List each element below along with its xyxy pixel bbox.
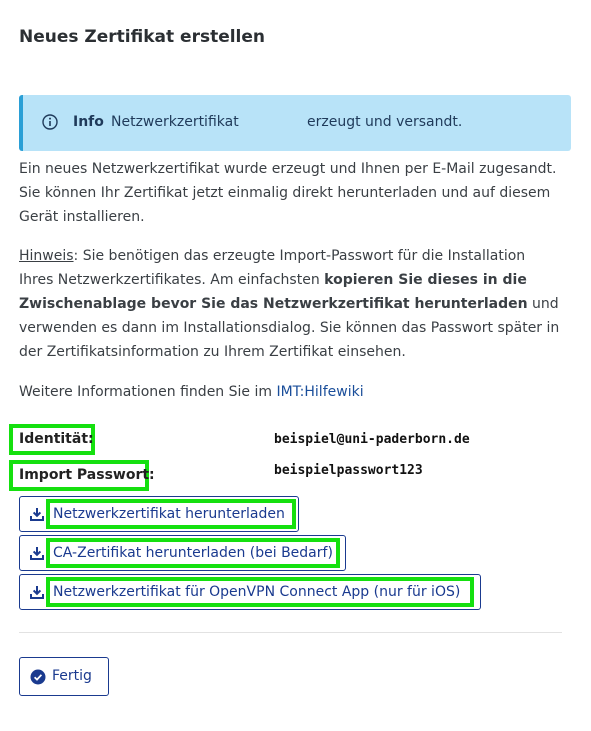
download-network-certificate-button[interactable] — [19, 496, 299, 532]
hint-line: Zwischenablage bevor Sie das Netzwerkzertifikat herunterladen und — [19, 296, 559, 312]
download-icon — [30, 585, 44, 599]
download-ca-certificate-button[interactable] — [19, 535, 346, 571]
intro-line: Gerät installieren. — [19, 209, 145, 225]
alert-label: Info — [73, 114, 104, 130]
hint-line: der Zertifikatsinformation zu Ihrem Zertifikat einsehen. — [19, 344, 406, 360]
divider — [19, 632, 562, 633]
intro-paragraph — [19, 157, 567, 229]
hint-paragraph — [19, 244, 567, 364]
intro-line: Ein neues Netzwerkzertifikat wurde erzeugt und Ihnen per E-Mail zugesandt. — [19, 161, 557, 177]
identity-label: Identität: — [19, 431, 94, 447]
download-openvpn-label: Netzwerkzertifikat für OpenVPN Connect App (nur für iOS) — [46, 577, 474, 607]
password-value: beispielpasswort123 — [274, 463, 423, 478]
page-title: Neues Zertifikat erstellen — [19, 27, 266, 47]
check-circle-icon — [30, 669, 46, 685]
identity-value: beispiel@uni-paderborn.de — [274, 432, 470, 447]
hint-label: Hinweis — [19, 248, 74, 264]
hint-line: verwenden es dann im Installationsdialog. Sie können das Passwort später in — [19, 320, 560, 336]
done-button[interactable] — [19, 657, 109, 696]
alert-text-part1: Netzwerkzertifikat — [111, 114, 239, 130]
done-label: Fertig — [52, 668, 92, 684]
info-circle-icon — [42, 114, 58, 130]
alert-text-part2: erzeugt und versandt. — [307, 114, 463, 130]
password-label: Import Passwort: — [19, 467, 155, 483]
hint-line: Ihres Netzwerkzertifikates. Am einfachsten kopieren Sie dieses in die — [19, 272, 527, 288]
hint-line: Hinweis: Sie benötigen das erzeugte Import-Passwort für die Installation — [19, 248, 526, 264]
download-network-label: Netzwerkzertifikat herunterladen — [46, 499, 296, 529]
download-icon — [30, 507, 44, 521]
download-ca-label: CA-Zertifikat herunterladen (bei Bedarf) — [46, 538, 340, 568]
more-info-paragraph: Weitere Informationen finden Sie im IMT:Hilfewiki — [19, 384, 364, 400]
hilfewiki-link[interactable]: IMT:Hilfewiki — [276, 384, 364, 400]
info-alert — [19, 95, 571, 151]
download-openvpn-certificate-button[interactable] — [19, 574, 481, 610]
intro-line: Sie können Ihr Zertifikat jetzt einmalig direkt herunterladen und auf diesem — [19, 185, 551, 201]
download-icon — [30, 546, 44, 560]
